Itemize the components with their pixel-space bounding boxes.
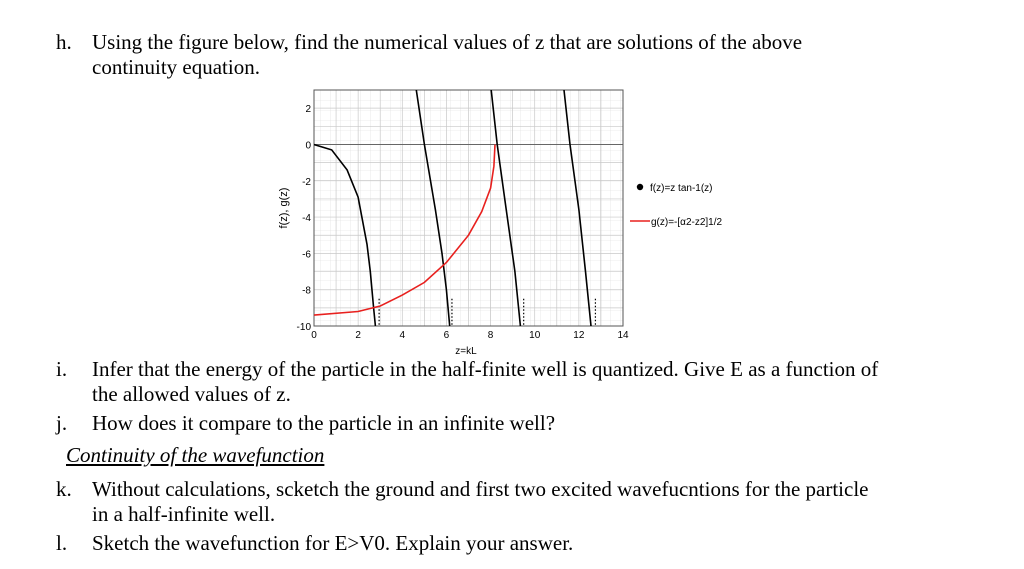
legend-entry-f: f(z)=z tan-1(z)	[650, 183, 713, 194]
legend-dot-marker	[637, 184, 643, 190]
question-i-text	[92, 357, 878, 407]
question-h-marker: h.	[56, 30, 72, 54]
question-k-marker: k.	[56, 477, 72, 501]
question-j-text: How does it compare to the particle in an infinite well?	[92, 411, 556, 435]
question-i-marker: i.	[56, 357, 68, 381]
question-j-marker: j.	[56, 411, 68, 435]
question-i-line1: Infer that the energy of the particle in the half-finite well is quantized. Give E as a function of	[92, 357, 879, 381]
question-k-line2: in a half-infinite well.	[92, 502, 276, 526]
legend-entry-g: g(z)=-[α2-z2]1/2	[651, 217, 723, 228]
y-tick-label: -4	[302, 213, 311, 225]
question-l-marker: l.	[56, 531, 68, 555]
y-tick-label: 2	[305, 104, 311, 116]
y-tick-label: 0	[305, 140, 311, 152]
x-tick-label: 14	[617, 330, 629, 341]
question-k-text	[92, 477, 869, 527]
question-h-line2: continuity equation.	[92, 55, 260, 79]
y-axis-label: f(z), g(z)	[278, 187, 290, 229]
x-tick-label: 0	[311, 330, 317, 341]
y-tick-label: -10	[296, 322, 311, 333]
question-l-text: Sketch the wavefunction for E>V0. Explain your answer.	[92, 531, 574, 555]
question-k-line1: Without calculations, scketch the ground and first two excited wavefucntions for the particle	[92, 477, 869, 501]
y-tick-label: -8	[302, 285, 311, 297]
x-tick-label: 2	[355, 330, 361, 341]
x-tick-label: 4	[399, 330, 406, 341]
x-tick-label: 12	[573, 330, 585, 341]
plot-area	[297, 85, 629, 341]
x-tick-label: 8	[487, 330, 494, 341]
x-tick-label: 10	[529, 330, 541, 341]
section-heading: Continuity of the wavefunction	[66, 443, 325, 467]
question-i-line2: the allowed values of z.	[92, 382, 291, 406]
x-axis-label: z=kL	[455, 346, 477, 357]
question-h-line1: Using the figure below, find the numerical values of z that are solutions of the above	[92, 30, 803, 54]
y-tick-label: -2	[302, 176, 311, 188]
x-tick-label: 6	[443, 330, 450, 341]
legend	[630, 183, 723, 228]
y-tick-label: -6	[302, 249, 311, 261]
